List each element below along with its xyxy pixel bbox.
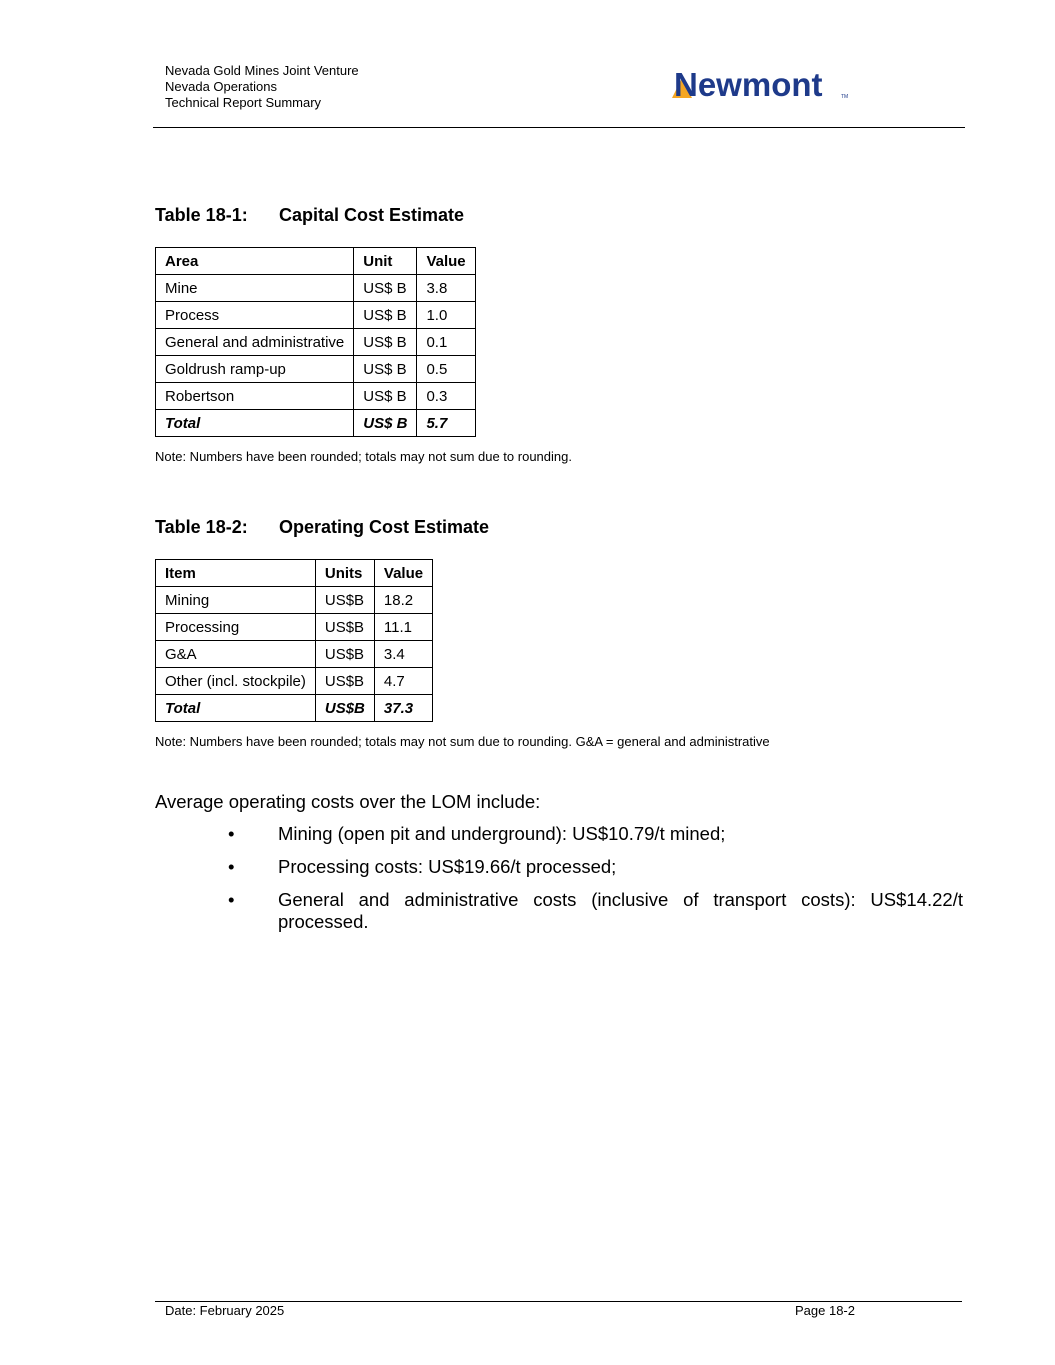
table-row bbox=[156, 587, 433, 614]
table-cell: 0.5 bbox=[417, 356, 475, 383]
header-report-type: Technical Report Summary bbox=[165, 95, 322, 110]
column-header: Item bbox=[156, 560, 316, 587]
logo-trademark: TM bbox=[841, 94, 849, 100]
table-cell: 5.7 bbox=[417, 410, 475, 437]
table-cell: Robertson bbox=[156, 383, 354, 410]
operating-cost-table bbox=[155, 559, 433, 722]
document-header bbox=[165, 63, 359, 111]
newmont-logo-graphic bbox=[670, 66, 855, 102]
capital-cost-table bbox=[155, 247, 476, 437]
list-item-text: General and administrative costs (inclusive of transport costs): US$14.22/t processed. bbox=[278, 889, 963, 932]
column-header: Unit bbox=[354, 248, 417, 275]
table-cell: General and administrative bbox=[156, 329, 354, 356]
table-row bbox=[156, 383, 476, 410]
table-cell: G&A bbox=[156, 641, 316, 668]
table1-note: Note: Numbers have been rounded; totals may not sum due to rounding. bbox=[155, 449, 572, 464]
list-item bbox=[155, 823, 963, 845]
table2-number: Table 18-2: bbox=[155, 517, 248, 537]
list-item bbox=[155, 889, 963, 933]
table-cell: US$ B bbox=[354, 356, 417, 383]
footer-page-number: Page 18-2 bbox=[795, 1303, 855, 1318]
table-header-row bbox=[156, 560, 433, 587]
table-cell: 0.3 bbox=[417, 383, 475, 410]
table-row bbox=[156, 668, 433, 695]
header-divider bbox=[153, 127, 965, 128]
table1-title: Capital Cost Estimate bbox=[279, 205, 465, 225]
table-cell: Process bbox=[156, 302, 354, 329]
column-header: Area bbox=[156, 248, 354, 275]
table-row bbox=[156, 275, 476, 302]
header-operation: Nevada Operations bbox=[165, 79, 278, 94]
table-cell: US$ B bbox=[354, 302, 417, 329]
table-cell: US$B bbox=[315, 587, 374, 614]
table2-caption bbox=[155, 517, 489, 538]
column-header: Value bbox=[417, 248, 475, 275]
table-cell: 18.2 bbox=[374, 587, 432, 614]
table-row bbox=[156, 356, 476, 383]
table-cell: Total bbox=[156, 695, 316, 722]
bullet-icon: • bbox=[228, 823, 235, 844]
list-item bbox=[155, 856, 963, 878]
table-row bbox=[156, 329, 476, 356]
table1-caption bbox=[155, 205, 464, 226]
table-total-row bbox=[156, 410, 476, 437]
table-cell: 0.1 bbox=[417, 329, 475, 356]
table-cell: Total bbox=[156, 410, 354, 437]
column-header: Units bbox=[315, 560, 374, 587]
table-cell: Processing bbox=[156, 614, 316, 641]
header-company: Nevada Gold Mines Joint Venture bbox=[165, 63, 359, 78]
table-total-row bbox=[156, 695, 433, 722]
bullet-icon: • bbox=[228, 856, 235, 877]
table-cell: Mining bbox=[156, 587, 316, 614]
bullet-icon: • bbox=[228, 889, 235, 910]
table-cell: 1.0 bbox=[417, 302, 475, 329]
body-intro: Average operating costs over the LOM include: bbox=[155, 791, 541, 812]
list-item-text: Processing costs: US$19.66/t processed; bbox=[278, 856, 617, 877]
table-header-row bbox=[156, 248, 476, 275]
table-cell: Mine bbox=[156, 275, 354, 302]
table1-number: Table 18-1: bbox=[155, 205, 248, 225]
list-item-text: Mining (open pit and underground): US$10.79/t mined; bbox=[278, 823, 726, 844]
footer-divider bbox=[155, 1301, 962, 1302]
table-cell: 3.4 bbox=[374, 641, 432, 668]
table-cell: US$ B bbox=[354, 383, 417, 410]
table-cell: US$B bbox=[315, 641, 374, 668]
table-cell: US$B bbox=[315, 668, 374, 695]
table-cell: US$ B bbox=[354, 329, 417, 356]
table-cell: 37.3 bbox=[374, 695, 432, 722]
table-cell: 11.1 bbox=[374, 614, 432, 641]
table2-title: Operating Cost Estimate bbox=[279, 517, 490, 537]
table-cell: Other (incl. stockpile) bbox=[156, 668, 316, 695]
table-cell: US$B bbox=[315, 695, 374, 722]
newmont-logo bbox=[670, 66, 855, 102]
table2-note: Note: Numbers have been rounded; totals may not sum due to rounding. G&A = general and administrative bbox=[155, 734, 770, 749]
table-row bbox=[156, 302, 476, 329]
table-row bbox=[156, 641, 433, 668]
table-row bbox=[156, 614, 433, 641]
operating-cost-list bbox=[155, 823, 963, 944]
column-header: Value bbox=[374, 560, 432, 587]
table-cell: 4.7 bbox=[374, 668, 432, 695]
table-cell: US$ B bbox=[354, 275, 417, 302]
table-cell: 3.8 bbox=[417, 275, 475, 302]
footer-date: Date: February 2025 bbox=[165, 1303, 285, 1318]
table-cell: Goldrush ramp-up bbox=[156, 356, 354, 383]
table-cell: US$ B bbox=[354, 410, 417, 437]
table-cell: US$B bbox=[315, 614, 374, 641]
logo-wordmark: Newmont bbox=[674, 66, 823, 102]
